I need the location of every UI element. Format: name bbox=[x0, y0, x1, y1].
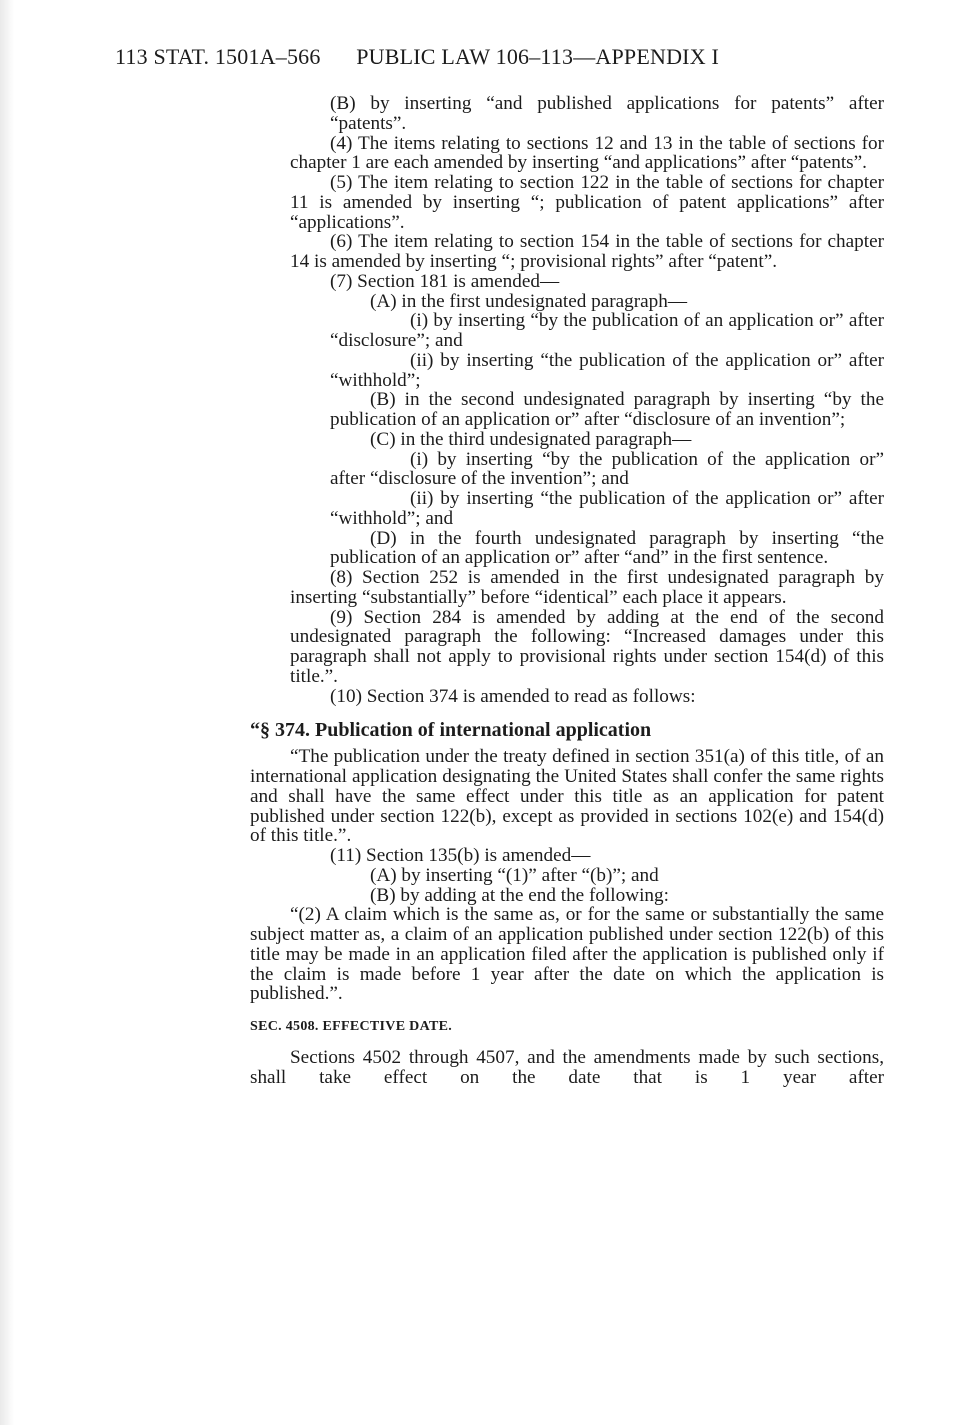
paragraph-6: (6) The item relating to section 154 in the table of sections for chapter 14 is amended by inserting “; provisional rights” after “patent”. bbox=[290, 231, 884, 272]
section-374-heading: “§ 374. Publication of international application bbox=[250, 719, 652, 742]
statute-citation: 113 STAT. 1501A–566 bbox=[115, 44, 321, 69]
section-374-text: “The publication under the treaty defined in section 351(a) of this title, of an international application designating the United States shall confer the same rights and shall have the same effect under this title as an application for patent published under section 122(b), except as provided in sections 102(e) and 154(d) of this title.”. bbox=[250, 746, 884, 847]
paragraph-5: (5) The item relating to section 122 in the table of sections for chapter 11 is amended by inserting “; publication of patent applications” after “applications”. bbox=[290, 172, 884, 233]
paragraph-11a: (A) by inserting “(1)” after “(b)”; and bbox=[370, 864, 659, 886]
section-4508-title: SEC. 4508. EFFECTIVE DATE. bbox=[250, 1019, 453, 1034]
page-header bbox=[115, 44, 719, 70]
paragraph-7a-i: (i) by inserting “by the publication of an application or” after “disclosure”; and bbox=[330, 310, 884, 351]
paragraph-4: (4) The items relating to sections 12 and 13 in the table of sections for chapter 1 are each amended by inserting “and applications” after “patents”. bbox=[290, 132, 884, 174]
paragraph-4b: (B) by inserting “and published applications for patents” after “patents”. bbox=[330, 93, 884, 134]
section-4508-text: Sections 4502 through 4507, and the amendments made by such sections, shall take effect on the date that is 1 year after bbox=[250, 1047, 884, 1088]
paragraph-11b: (B) by adding at the end the following: bbox=[370, 884, 669, 906]
paragraph-7: (7) Section 181 is amended— bbox=[330, 270, 560, 292]
paragraph-7a-ii: (ii) by inserting “the publication of the application or” after “withhold”; bbox=[330, 349, 884, 391]
paragraph-10: (10) Section 374 is amended to read as follows: bbox=[330, 685, 696, 707]
paragraph-7c-ii: (ii) by inserting “the publication of the application or” after “withhold”; and bbox=[330, 488, 884, 529]
paragraph-11: (11) Section 135(b) is amended— bbox=[330, 845, 591, 866]
paragraph-7d: (D) in the fourth undesignated paragraph by inserting “the publication of an application or” after “and” in the first sentence. bbox=[330, 527, 884, 569]
paragraph-7b: (B) in the second undesignated paragraph by inserting “by the publication of an application or” after “disclosure of an invention”; bbox=[330, 389, 884, 430]
page-edge-shadow bbox=[0, 0, 14, 1425]
paragraph-7c: (C) in the third undesignated paragraph— bbox=[370, 428, 692, 450]
claim-paragraph-2: “(2) A claim which is the same as, or for the same or substantially the same subject matter as, a claim of an application published under section 122(b) of this title may be made in an application filed after the application is published only if the claim is made before 1 year after the date on which the application is published.”. bbox=[250, 904, 884, 1005]
paragraph-7a: (A) in the first undesignated paragraph— bbox=[370, 290, 688, 312]
public-law-title: PUBLIC LAW 106–113—APPENDIX I bbox=[356, 44, 720, 69]
paragraph-9: (9) Section 284 is amended by adding at the end of the second undesignated paragraph the following: “Increased damages under this paragraph shall not apply to provisional rights under section 154(d) of this title.”. bbox=[290, 606, 884, 687]
page-body bbox=[250, 94, 884, 1088]
paragraph-8: (8) Section 252 is amended in the first undesignated paragraph by inserting “substantially” before “identical” each place it appears. bbox=[290, 567, 884, 608]
paragraph-7c-i: (i) by inserting “by the publication of the application or” after “disclosure of the invention”; and bbox=[330, 448, 884, 490]
